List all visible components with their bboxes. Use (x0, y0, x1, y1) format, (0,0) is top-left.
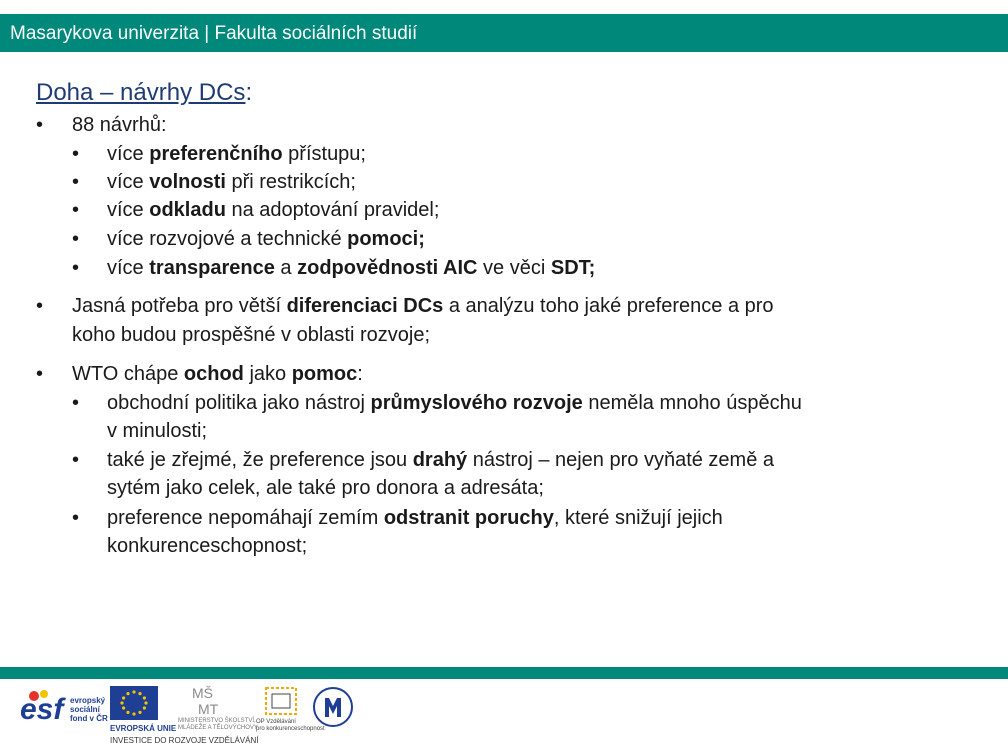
eu-flag-icon (110, 686, 158, 720)
footer-logos (0, 680, 1008, 756)
b3-sub-3-line-1: preference nepomáhají zemím odstranit poruchy, které snižují jejich (107, 507, 723, 529)
slide-title (36, 79, 252, 107)
eu-logo (110, 686, 177, 736)
bullet: • (72, 171, 80, 193)
bullet: • (36, 114, 44, 136)
b3-sub-2-line-2: sytém jako celek, ale také pro donora a adresáta; (107, 477, 544, 499)
sub-item-2: více volnosti při restrikcích; (107, 171, 356, 193)
op-logo (256, 686, 325, 736)
bullet: • (72, 228, 80, 250)
bullet: • (36, 295, 44, 317)
university-seal-icon (312, 684, 354, 730)
bullet: • (72, 507, 80, 529)
b3-sub-3-line-2: konkurenceschopnost; (107, 535, 308, 557)
sub-item-4: více rozvojové a technické pomoci; (107, 228, 425, 250)
esf-caption: evropský sociální fond v ČR (70, 696, 108, 723)
slide-title-colon: : (245, 79, 253, 106)
b3-sub-2-line-1: také je zřejmé, že preference jsou drahý nástroj – nejen pro vyňaté země a (107, 449, 775, 471)
mu-seal (312, 684, 354, 730)
eu-label: EVROPSKÁ UNIE (110, 724, 177, 733)
bullet: • (36, 363, 44, 385)
msmt-icon (188, 684, 232, 716)
bullet: • (72, 257, 80, 279)
esf-logo (20, 686, 108, 734)
msmt-logo (178, 684, 258, 736)
invest-tagline: INVESTICE DO ROZVOJE VZDĚLÁVÁNÍ (110, 736, 259, 745)
msmt-label: MINISTERSTVO ŠKOLSTVÍ, MLÁDEŽE A TĚLOVÝCHOVY (178, 718, 258, 731)
svg-text:MT: MT (198, 701, 219, 716)
bullet: • (72, 392, 80, 414)
op-label: OP Vzdělávání pro konkurenceschopnost (256, 719, 325, 732)
bullet: • (72, 143, 80, 165)
sub-item-3: více odkladu na adoptování pravidel; (107, 199, 440, 221)
bullet: • (72, 449, 80, 471)
b3-sub-1-line-1: obchodní politika jako nástroj průmyslového rozvoje neměla mnoho úspěchu (107, 392, 802, 414)
bullet-2-line-2: koho budou prospěšné v oblasti rozvoje; (72, 324, 431, 346)
b3-sub-1-line-2: v minulosti; (107, 420, 208, 442)
svg-text:MŠ: MŠ (192, 685, 213, 701)
bullet-1-text: 88 návrhů: (72, 114, 167, 136)
sub-item-5: více transparence a zodpovědnosti AIC ve věci SDT; (107, 257, 596, 279)
sub-item-1: více preferenčního přístupu; (107, 143, 366, 165)
esf-text: esf (20, 693, 64, 726)
bullet-2-line-1: Jasná potřeba pro větší diferenciaci DCs a analýzu toho jaké preference a pro (72, 295, 774, 317)
bullet: • (72, 199, 80, 221)
bullet-3-text: WTO chápe ochod jako pomoc: (72, 363, 363, 385)
slide-title-main: Doha – návrhy DCs (36, 79, 246, 106)
header-bar (0, 14, 1008, 52)
header-title: Masarykova univerzita | Fakulta sociálních studií (10, 23, 418, 44)
footer-bar (0, 667, 1008, 679)
op-icon (264, 686, 298, 716)
